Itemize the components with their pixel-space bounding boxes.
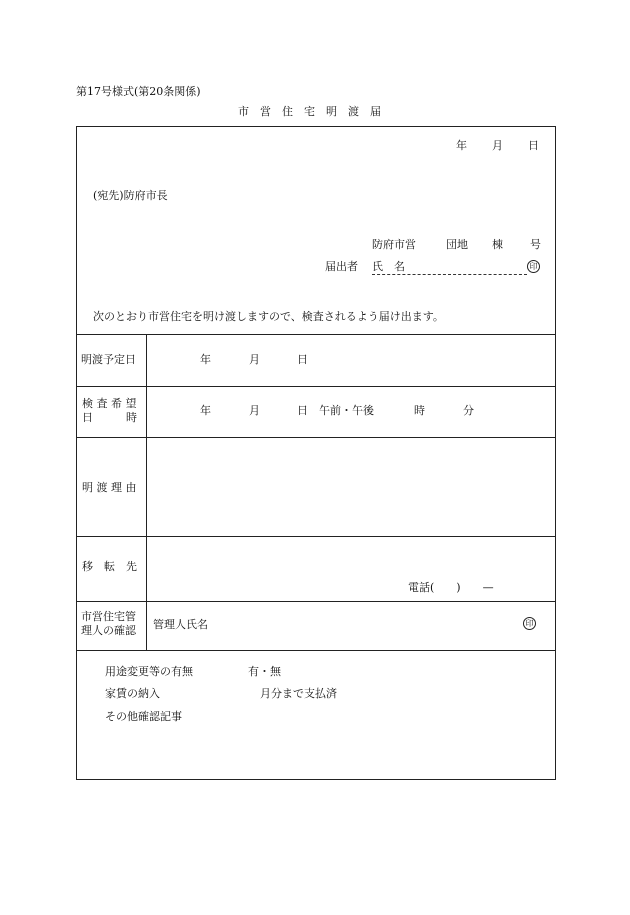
destination-label: 移 転 先 <box>82 560 137 573</box>
inspection-label <box>82 397 144 425</box>
reason-label: 明 渡 理 由 <box>82 481 137 494</box>
date-day[interactable]: 日 <box>528 139 539 152</box>
divider <box>76 334 556 335</box>
danchi-label[interactable]: 団地 <box>446 238 468 251</box>
inspection-hour[interactable]: 時 <box>414 404 425 417</box>
usage-change-value[interactable]: 有・無 <box>248 665 281 678</box>
applicant-name-label: 氏 名 <box>372 260 405 273</box>
housing-label: 防府市営 <box>372 238 416 251</box>
planned-date-year[interactable]: 年 <box>200 353 211 366</box>
form-number: 第17号様式(第20条関係) <box>76 85 201 98</box>
divider <box>76 437 556 438</box>
inspection-label-line1: 検 査 希 望 <box>82 397 137 410</box>
statement: 次のとおり市営住宅を明け渡しますので、検査されるよう届け出ます。 <box>93 310 444 323</box>
applicant-name-field[interactable] <box>372 274 527 275</box>
page-title: 市 営 住 宅 明 渡 届 <box>238 105 381 118</box>
planned-date-month[interactable]: 月 <box>249 353 260 366</box>
other-notes-label: その他確認記事 <box>105 710 182 723</box>
date-month[interactable]: 月 <box>492 139 503 152</box>
divider <box>76 536 556 537</box>
seal-icon: 印 <box>523 617 536 630</box>
addressee: (宛先)防府市長 <box>93 189 168 202</box>
manager-label <box>81 610 145 638</box>
planned-date-day[interactable]: 日 <box>297 353 308 366</box>
rent-label: 家賃の納入 <box>105 687 160 700</box>
divider <box>76 650 556 651</box>
inspection-day[interactable]: 日 <box>297 404 308 417</box>
planned-date-label: 明渡予定日 <box>81 353 136 366</box>
inspection-label-line2: 日 時 <box>82 411 137 424</box>
inspection-ampm[interactable]: 午前・午後 <box>319 404 374 417</box>
inspection-year[interactable]: 年 <box>200 404 211 417</box>
rent-value[interactable]: 月分まで支払済 <box>260 687 337 700</box>
divider <box>76 601 556 602</box>
date-year[interactable]: 年 <box>456 139 467 152</box>
applicant-role: 届出者 <box>325 260 358 273</box>
room-label[interactable]: 号 <box>530 238 541 251</box>
building-label[interactable]: 棟 <box>492 238 503 251</box>
manager-label-line2: 理人の確認 <box>81 624 136 637</box>
seal-icon: 印 <box>527 260 540 273</box>
divider <box>76 386 556 387</box>
manager-name-label: 管理人氏名 <box>153 618 208 631</box>
label-column-divider <box>146 334 147 650</box>
manager-label-line1: 市営住宅管 <box>81 610 136 623</box>
other-notes-field[interactable] <box>105 726 545 774</box>
usage-change-label: 用途変更等の有無 <box>105 665 193 678</box>
inspection-month[interactable]: 月 <box>249 404 260 417</box>
destination-field[interactable] <box>150 540 552 576</box>
reason-field[interactable] <box>150 440 552 533</box>
phone-field[interactable]: 電話( ) — <box>408 581 494 594</box>
inspection-minute[interactable]: 分 <box>463 404 474 417</box>
